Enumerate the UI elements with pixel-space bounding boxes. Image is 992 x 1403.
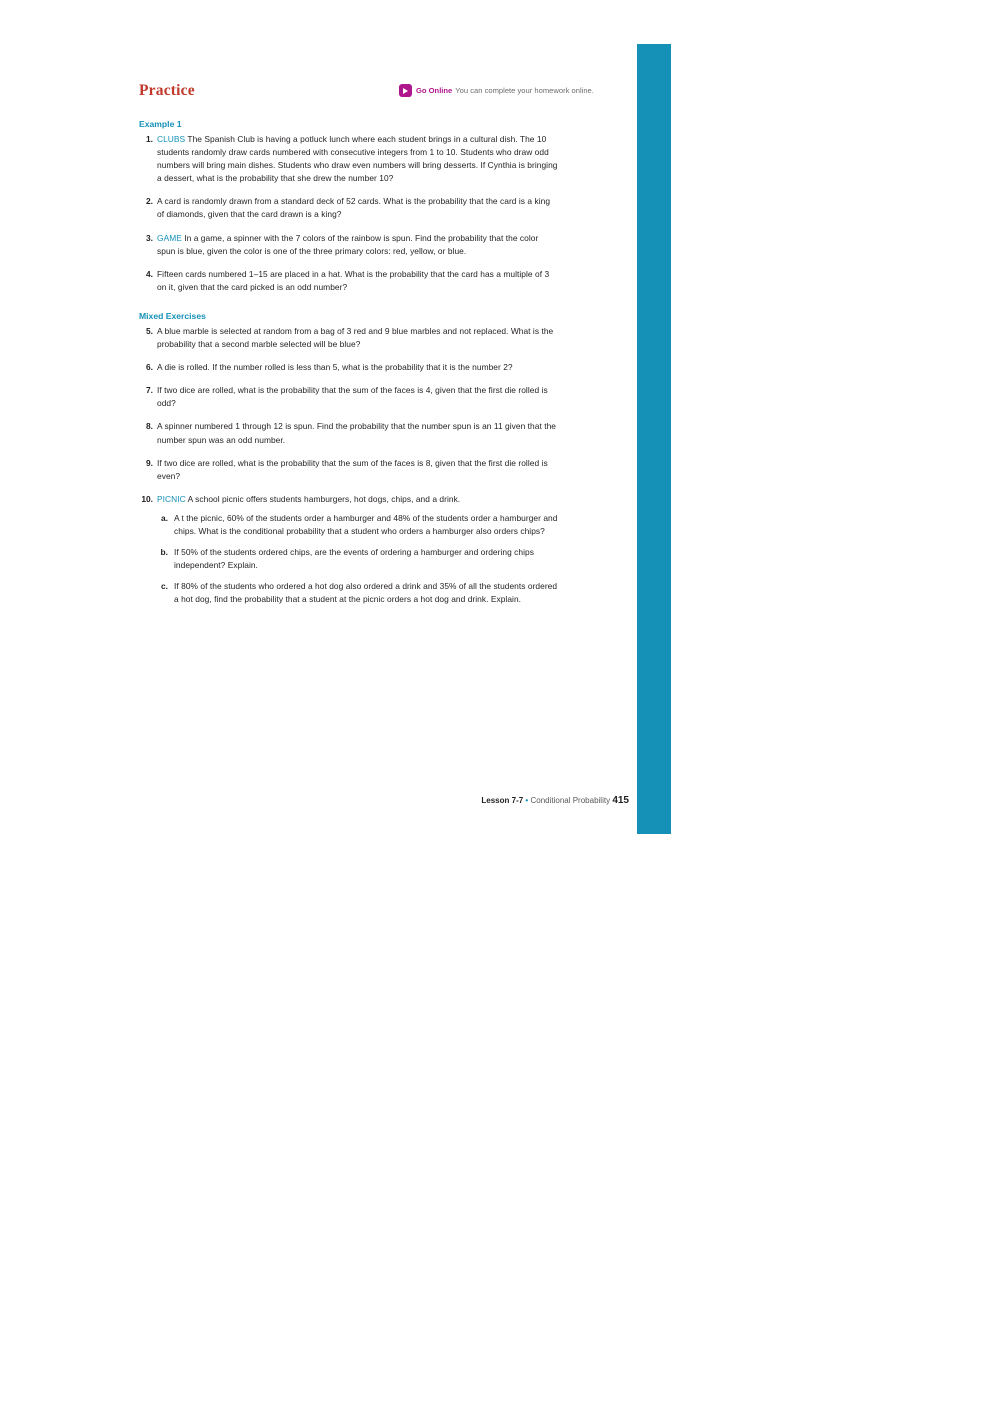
- page-edge-accent-bar: [637, 44, 671, 834]
- problem-body: In a game, a spinner with the 7 colors of the rainbow is spun. Find the probability that the color spun is blue, given the color is one of the three primary colors: red, yellow, or blue.: [157, 232, 539, 256]
- problem-number: 9.: [146, 457, 153, 468]
- problem-number: 3.: [146, 232, 153, 243]
- problem-body: Fifteen cards numbered 1–15 are placed in a hat. What is the probability that the card has a multiple of 3 on it, given that the card picked is an odd number?: [157, 268, 550, 292]
- subpart-label: c.: [161, 581, 168, 592]
- problem-number: 4.: [146, 268, 153, 279]
- problem-text: [157, 195, 559, 221]
- problem-text: [157, 361, 559, 374]
- problem-number: 6.: [146, 362, 153, 373]
- problem-body: If two dice are rolled, what is the probability that the sum of the faces is 8, given that the first die rolled is even?: [157, 457, 548, 481]
- list-item: [157, 512, 559, 538]
- list-item: [157, 580, 559, 606]
- problem-text: [157, 493, 559, 506]
- problem-number: 5.: [146, 325, 153, 336]
- problem-number: 1.: [146, 134, 153, 144]
- problem-tag: GAME: [157, 232, 182, 243]
- list-item: [157, 546, 559, 572]
- problem-body: The Spanish Club is having a potluck lunch where each student brings in a cultural dish. The 10 students randomly draw cards numbered with consecutive integers from 1 to 10. Students who draw odd numbers will bring main dishes. Students who draw even numbers will bring desserts. If Cynthia is bringing a dessert, what is the probability that she drew the number 10?: [157, 134, 558, 184]
- footer-separator: •: [525, 796, 529, 805]
- footer-topic: Conditional Probability: [530, 796, 611, 805]
- problem-text: [157, 384, 559, 410]
- subpart-label: a.: [161, 512, 168, 523]
- footer-lesson: Lesson 7-7: [481, 796, 524, 805]
- subpart-text: If 50% of the students ordered chips, are the events of ordering a hamburger and ordering chips independent? Explain.: [174, 547, 534, 571]
- problem-tag: PICNIC: [157, 493, 186, 504]
- page-footer: [139, 795, 629, 806]
- problem-text: [157, 232, 559, 258]
- problem-body: A card is randomly drawn from a standard deck of 52 cards. What is the probability that the card is a king of diamonds, given that the card drawn is a king?: [157, 196, 551, 220]
- problem-number: 2.: [146, 196, 153, 207]
- problem-body: A die is rolled. If the number rolled is less than 5, what is the probability that it is the number 2?: [157, 362, 513, 373]
- problem-text: [157, 325, 559, 351]
- go-online-text: You can complete your homework online.: [455, 86, 594, 95]
- problem-text: [157, 457, 559, 483]
- list-item: [139, 325, 559, 351]
- problem-text: [157, 133, 559, 185]
- list-item: [139, 493, 559, 607]
- problem-number: 10.: [141, 493, 153, 504]
- section-heading-example-1: Example 1: [139, 119, 182, 129]
- go-online-callout[interactable]: [399, 84, 594, 97]
- list-item: [139, 384, 559, 410]
- list-item: [139, 361, 559, 374]
- problem-body: A school picnic offers students hamburgers, hot dogs, chips, and a drink.: [187, 493, 461, 504]
- problem-body: If two dice are rolled, what is the probability that the sum of the faces is 4, given that the first die rolled is odd?: [157, 385, 548, 409]
- problem-number: 7.: [146, 385, 153, 396]
- problem-number: 8.: [146, 421, 153, 432]
- list-item: [139, 268, 559, 294]
- problem-tag: CLUBS: [157, 134, 186, 144]
- footer-page-number: 415: [612, 795, 629, 806]
- page-header: [139, 82, 594, 112]
- subpart-text: If 80% of the students who ordered a hot dog also ordered a drink and 35% of all the students ordered a hot dog, find the probability that a student at the picnic orders a hot dog and drink. Explain.: [174, 581, 558, 605]
- page-content: [139, 82, 594, 616]
- mixed-exercises-problem-list: [139, 325, 559, 607]
- section-heading-mixed-exercises: Mixed Exercises: [139, 310, 206, 321]
- list-item: [139, 133, 559, 185]
- go-online-label: Go Online: [416, 86, 453, 95]
- problem-text: [157, 268, 559, 294]
- list-item: [139, 457, 559, 483]
- list-item: [139, 232, 559, 258]
- problem-text: [157, 420, 559, 446]
- list-item: [139, 420, 559, 446]
- subpart-text: A t the picnic, 60% of the students order a hamburger and 48% of the students order a hamburger and chips. What is the conditional probability that a student who orders a hamburger also orders chips?: [174, 512, 558, 536]
- list-item: [139, 195, 559, 221]
- page-title: Practice: [139, 82, 195, 99]
- example-1-problem-list: [139, 133, 559, 294]
- problem-10-subparts: [157, 512, 559, 607]
- play-badge-icon: [399, 84, 412, 97]
- problem-body: A spinner numbered 1 through 12 is spun. Find the probability that the number spun is an 11 given that the number spun was an odd number.: [157, 421, 557, 445]
- problem-body: A blue marble is selected at random from a bag of 3 red and 9 blue marbles and not replaced. What is the probability that a second marble selected will be blue?: [157, 325, 554, 350]
- subpart-label: b.: [160, 547, 168, 558]
